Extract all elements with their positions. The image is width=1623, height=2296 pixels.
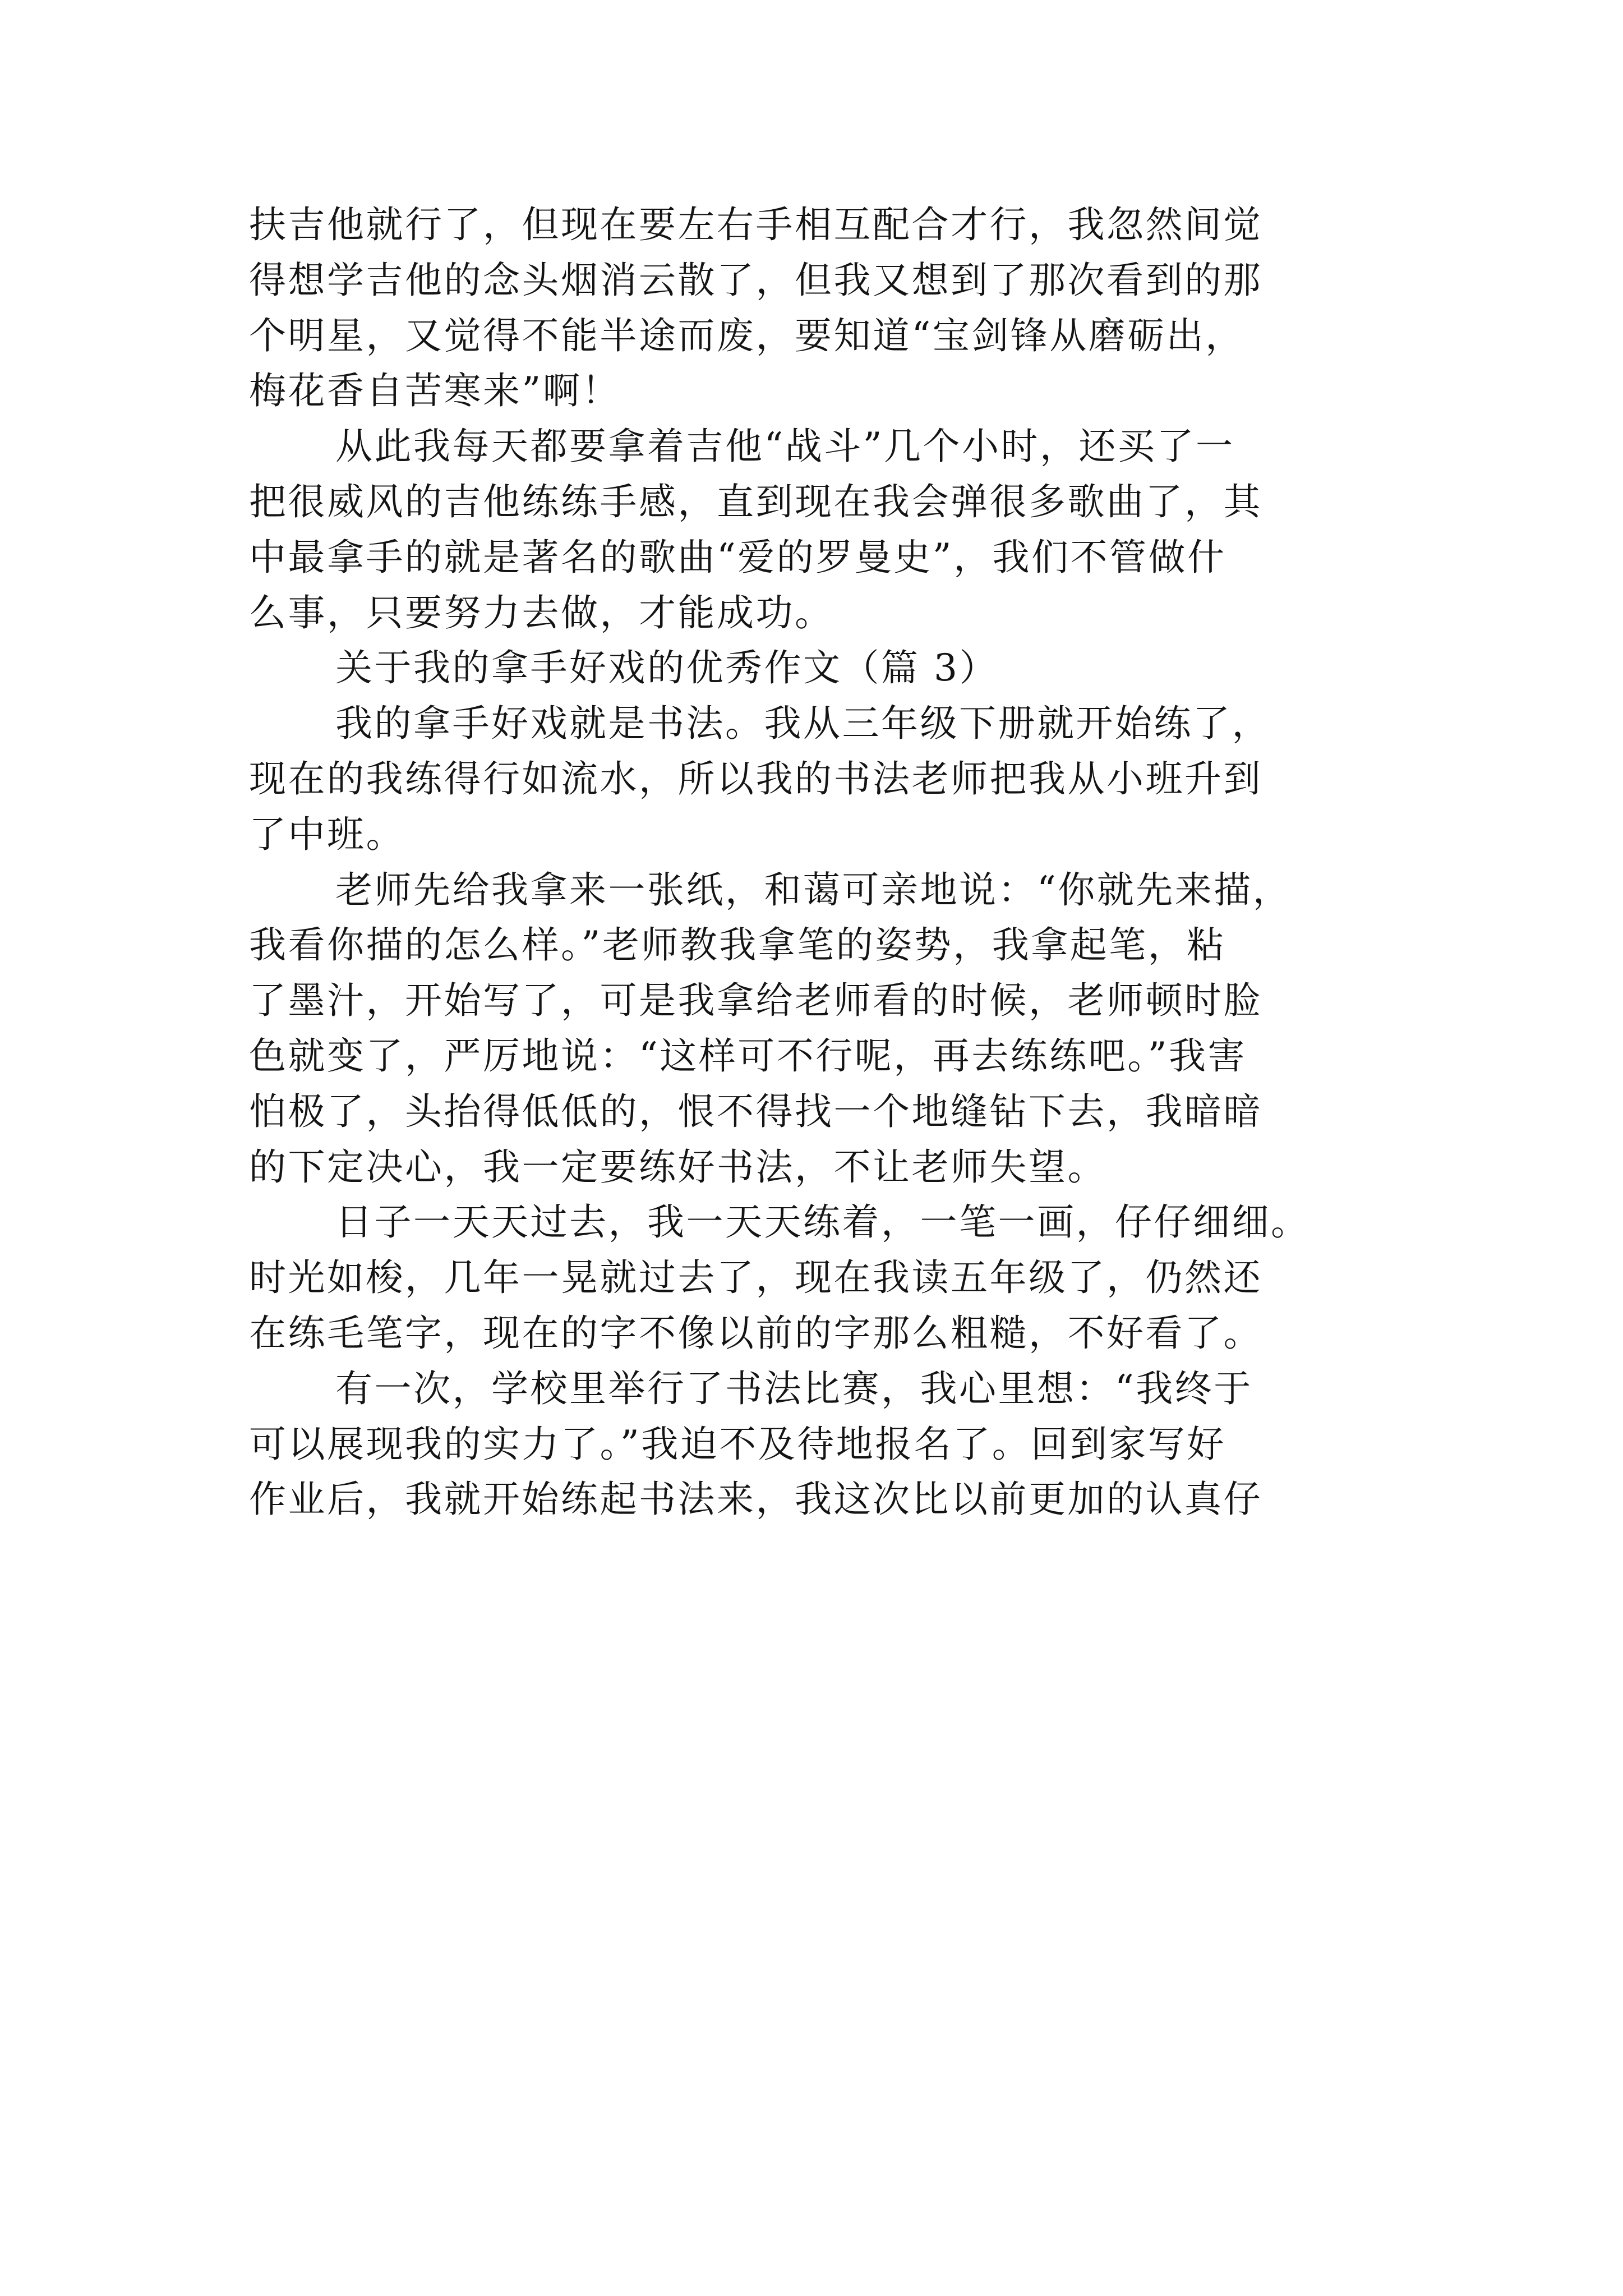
paragraph-first-line: 有一次，学校里举行了书法比赛，我心里想：“我终于 [335,1366,1253,1410]
text-line: 得想学吉他的念头烟消云散了，但我又想到了那次看到的那 [249,258,1262,302]
text-line: 作业后，我就开始练起书法来，我这次比以前更加的认真仔 [249,1478,1262,1521]
text-line: 怕极了，头抬得低低的，恨不得找一个地缝钻下去，我暗暗 [249,1089,1262,1133]
text-line: 的下定决心，我一定要练好书法，不让老师失望。 [249,1145,1106,1189]
text-line: 可以展现我的实力了。”我迫不及待地报名了。回到家写好 [249,1422,1226,1466]
paragraph-first-line: 日子一天天过去，我一天天练着，一笔一画，仔仔细细。 [335,1200,1310,1244]
paragraph-first-line: 从此我每天都要拿着吉他“战斗”几个小时，还买了一 [335,425,1235,468]
text-line: 把很威风的吉他练练手感，直到现在我会弹很多歌曲了，其 [249,480,1262,523]
text-line: 扶吉他就行了，但现在要左右手相互配合才行，我忽然间觉 [249,203,1262,246]
paragraph-first-line: 老师先给我拿来一张纸，和蔼可亲地说：“你就先来描， [335,868,1292,912]
text-line: 在练毛笔字，现在的字不像以前的字那么粗糙，不好看了。 [249,1311,1262,1355]
text-line: 中最拿手的就是著名的歌曲“爱的罗曼史”，我们不管做什 [249,535,1227,579]
paragraph-first-line: 我的拿手好戏就是书法。我从三年级下册就开始练了， [335,702,1271,746]
text-line: 时光如梭，几年一晃就过去了，现在我读五年级了，仍然还 [249,1256,1262,1300]
text-line: 了墨汁，开始写了，可是我拿给老师看的时候，老师顿时脸 [249,979,1262,1023]
section-heading: 关于我的拿手好戏的优秀作文（篇 3） [335,646,998,690]
text-line: 么事，只要努力去做，才能成功。 [249,591,834,634]
text-line: 色就变了，严厉地说：“这样可不行呢，再去练练吧。”我害 [249,1034,1247,1078]
text-line: 梅花香自苦寒来”啊！ [249,369,621,413]
text-line: 个明星，又觉得不能半途而废，要知道“宝剑锋从磨砺出， [249,314,1244,357]
text-line: 我看你描的怎么样。”老师教我拿笔的姿势，我拿起笔，粘 [249,923,1226,967]
text-line: 现在的我练得行如流水，所以我的书法老师把我从小班升到 [249,757,1262,800]
text-line: 了中班。 [249,812,405,856]
essay-body [249,197,1382,1527]
